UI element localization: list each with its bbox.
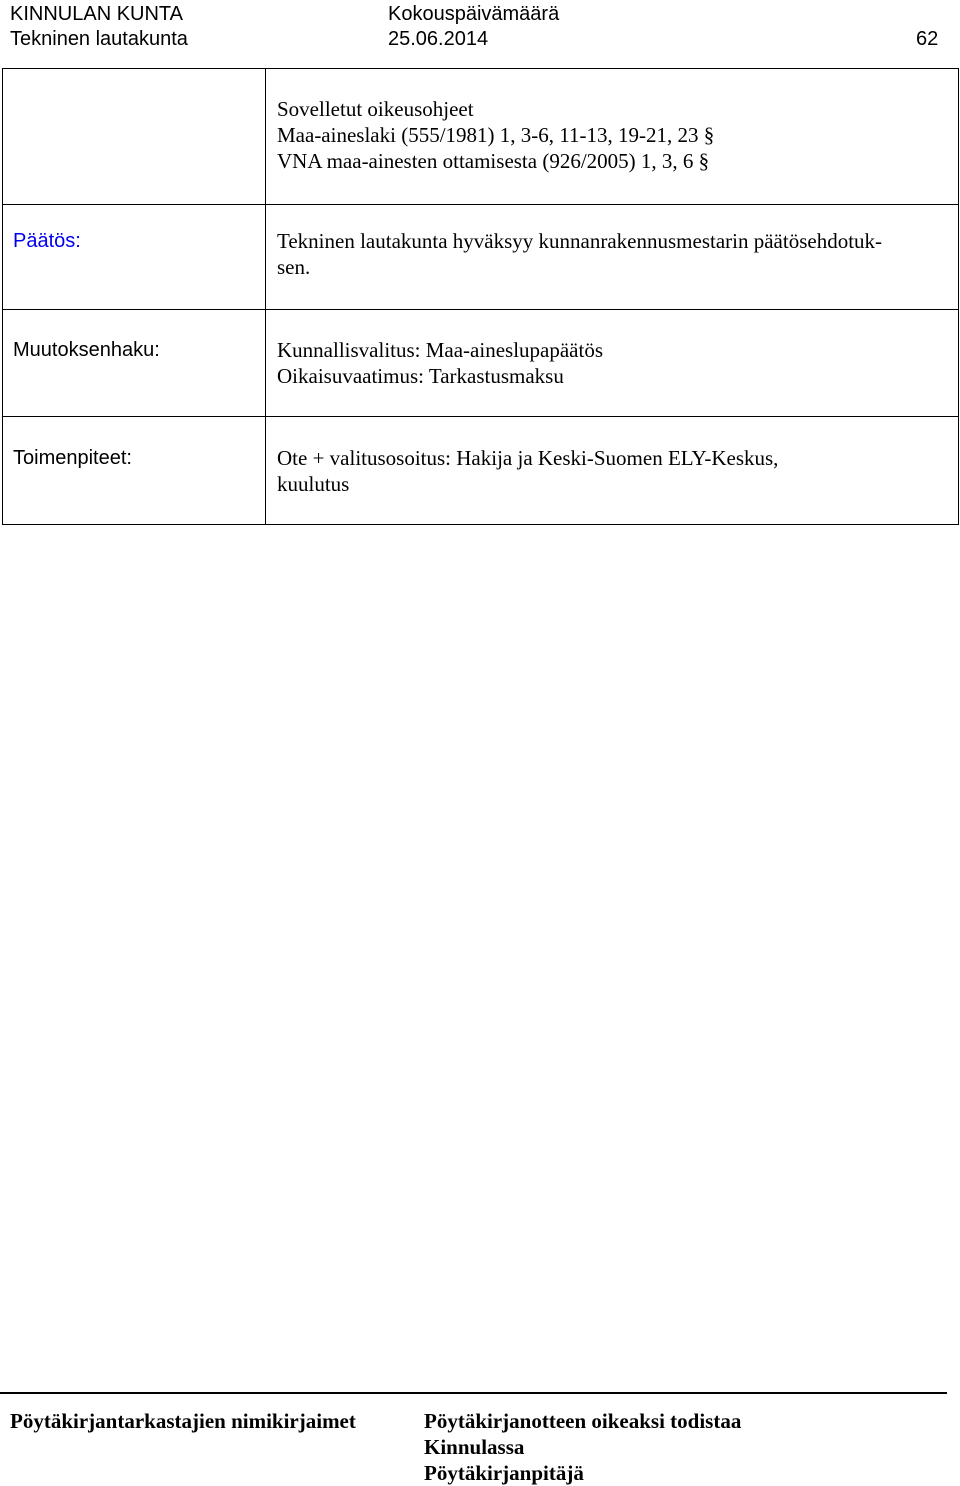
footer-place: Kinnulassa: [424, 1435, 525, 1459]
meeting-date: 25.06.2014: [388, 28, 489, 50]
board-name: Tekninen lautakunta: [10, 28, 188, 50]
table-value-cell: [265, 205, 958, 309]
cell-line: Sovelletut oikeusohjeet: [277, 97, 474, 121]
footer-certify-label: Pöytäkirjanotteen oikeaksi todistaa: [424, 1409, 742, 1433]
row-label-muutoksenhaku: Muutoksenhaku:: [13, 339, 160, 361]
decision-table: [2, 68, 959, 525]
cell-line: Ote + valitusosoitus: Hakija ja Keski-Suomen ELY-Keskus,: [277, 446, 779, 470]
cell-line: sen.: [277, 255, 311, 279]
table-row: [3, 204, 958, 309]
row-label-paatos: Päätös:: [13, 230, 81, 252]
table-value-cell: [265, 310, 958, 416]
table-row: [3, 69, 958, 204]
table-value-cell: [265, 417, 958, 524]
footer-secretary-label: Pöytäkirjanpitäjä: [424, 1461, 584, 1485]
cell-line: VNA maa-ainesten ottamisesta (926/2005) 1, 3, 6 §: [277, 149, 710, 173]
table-value-cell: [265, 69, 958, 204]
table-row: [3, 416, 958, 524]
footer-initials-label: Pöytäkirjantarkastajien nimikirjaimet: [10, 1409, 356, 1433]
cell-line: Oikaisuvaatimus: Tarkastusmaksu: [277, 364, 564, 388]
org-name: KINNULAN KUNTA: [10, 3, 183, 25]
cell-line: Kunnallisvalitus: Maa-aineslupapäätös: [277, 338, 604, 362]
cell-line: Maa-aineslaki (555/1981) 1, 3-6, 11-13, 19-21, 23 §: [277, 123, 715, 147]
footer-divider: [0, 1392, 947, 1394]
cell-line: kuulutus: [277, 472, 350, 496]
row-label-toimenpiteet: Toimenpiteet:: [13, 447, 132, 469]
date-label: Kokouspäivämäärä: [388, 3, 560, 25]
cell-line: Tekninen lautakunta hyväksyy kunnanrakennusmestarin päätösehdotuk-: [277, 229, 883, 253]
page-number: 62: [916, 28, 939, 50]
table-row: [3, 309, 958, 416]
